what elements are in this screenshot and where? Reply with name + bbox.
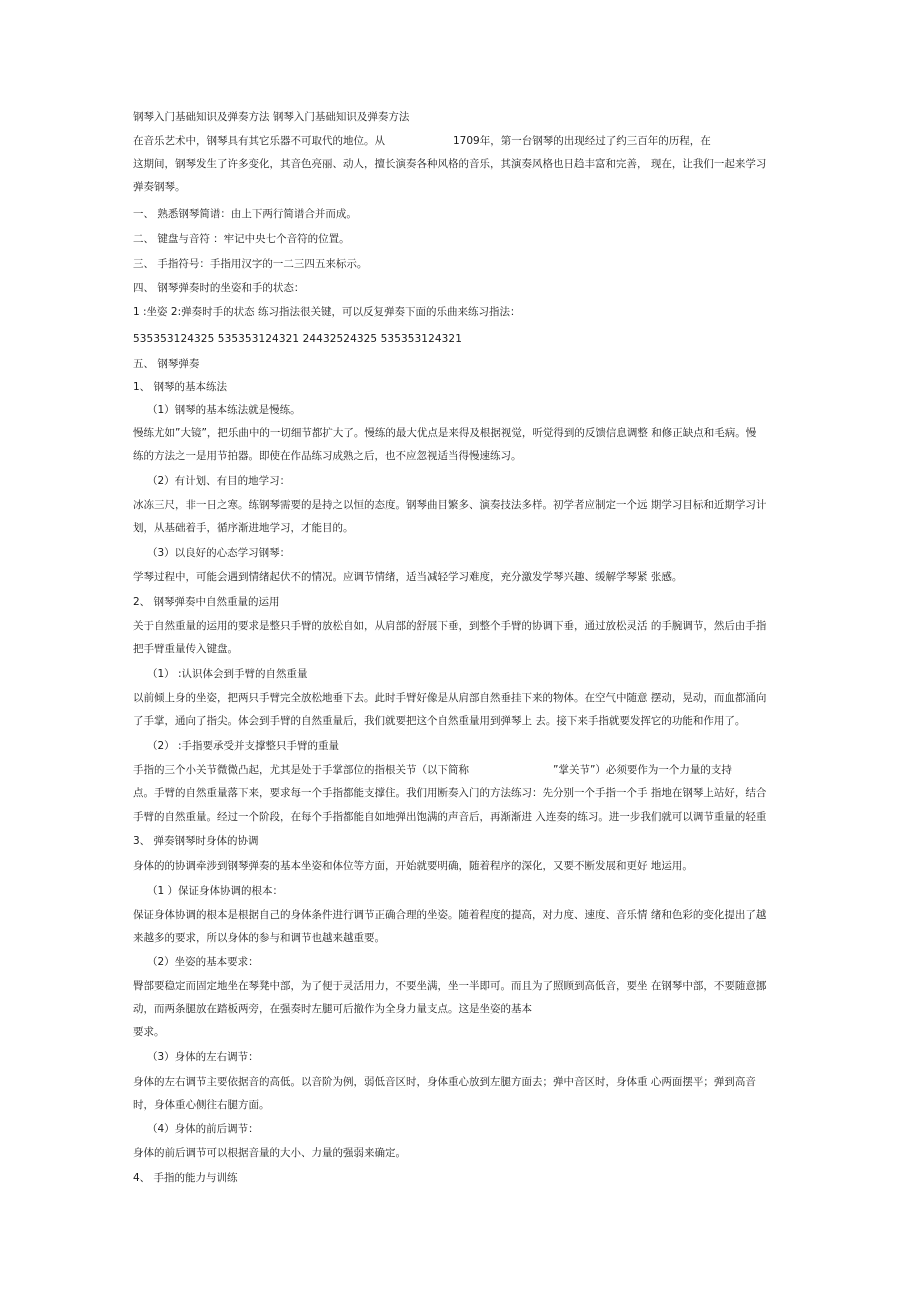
para-1-2a: 冰冻三尺，非一日之寒。练钢琴需要的是持之以恒的态度。钢琴曲目繁多、演奏技法多样。初学者应制定一个远 期学习目标和近期学习计	[133, 499, 767, 511]
section-4-detail: 1 :坐姿 2:弹奏时手的状态 练习指法很关键，可以反复弹奏下面的乐曲来练习指法：	[133, 306, 521, 318]
para-3-1b: 来越多的要求，所以身体的参与和调节也越来越重要。	[133, 932, 385, 944]
para-3-4a: 身体的前后调节可以根据音量的大小、力量的强弱来确定。	[133, 1147, 406, 1159]
para-1-3a: 学琴过程中，可能会遇到情绪起伏不的情况。应调节情绪，适当减轻学习难度，充分激发学琴兴趣、缓解学琴紧 张感。	[133, 571, 683, 583]
item-3-3: （3）身体的左右调节：	[147, 1051, 259, 1063]
para-3-3b: 时，身体重心侧往右腿方面。	[133, 1099, 270, 1111]
para-1-1b: 练的方法之一是用节拍器。即使在作品练习成熟之后，也不应忽视适当得慢速练习。	[133, 450, 522, 462]
item-3-2: （2）坐姿的基本要求：	[147, 956, 259, 968]
para-2-2c: 手臂的自然重量。经过一个阶段，在每个手指都能自如地弹出饱满的声音后，再渐渐进 入连奏的练习。进一步我们就可以调节重量的轻重	[133, 811, 767, 823]
para-2-2a	[133, 763, 783, 777]
para-2-2a-part2: ”掌关节”）必须要作为一个力量的支持	[553, 764, 732, 776]
item-1-2: （2）有计划、有目的地学习：	[147, 475, 291, 487]
section-2: 二、 键盘与音符 ：牢记中央七个音符的位置。	[133, 233, 350, 245]
intro-line-3: 弹奏钢琴。	[133, 181, 186, 193]
para-3-2b: 动，而两条腿放在踏板两旁，在强奏时左腿可后撤作为全身力量支点。这是坐姿的基本	[133, 1003, 532, 1015]
subsection-3: 3、 弹奏钢琴时身体的协调	[133, 835, 259, 847]
subsection-1: 1、 钢琴的基本练法	[133, 381, 228, 393]
para-2-2a-part1: 手指的三个小关节微微凸起，尤其是处于手掌部位的指根关节（以下简称	[133, 764, 469, 776]
para-1-2b: 划，从基础着手，循序渐进地学习，才能目的。	[133, 522, 354, 534]
item-3-1: （1 ）保证身体协调的根本：	[147, 885, 284, 897]
item-1-3: （3）以良好的心态学习钢琴：	[147, 547, 291, 559]
item-3-4: （4）身体的前后调节：	[147, 1123, 259, 1135]
section-5: 五、 钢琴弹奏	[133, 358, 200, 370]
intro-line-2: 这期间，钢琴发生了许多变化，其音色亮丽、动人，擅长演奏各种风格的音乐，其演奏风格也日趋丰富和完善， 现在，让我们一起来学习	[133, 158, 767, 170]
subsection-4: 4、 手指的能力与训练	[133, 1172, 238, 1184]
section-1: 一、 熟悉钢琴简谱：由上下两行简谱合并而成。	[133, 208, 357, 220]
item-2-1: （1） :认识体会到手臂的自然重量	[147, 668, 308, 680]
subsection-2: 2、 钢琴弹奏中自然重量的运用	[133, 596, 280, 608]
intro-line-1	[133, 134, 783, 148]
section-3: 三、 手指符号：手指用汉字的一二三四五来标示。	[133, 258, 368, 270]
para-2-1b: 了手掌，通向了指尖。体会到手臂的自然重量后，我们就要把这个自然重量用到弹琴上 去。接下来手指就要发挥它的功能和作用了。	[133, 715, 746, 727]
para-3a: 身体的的协调牵涉到钢琴弹奏的基本坐姿和体位等方面，开始就要明确，随着程序的深化，又要不断发展和更好 地运用。	[133, 860, 693, 872]
para-2b: 把手臂重量传入键盘。	[133, 643, 238, 655]
section-4: 四、 钢琴弹奏时的坐姿和手的状态：	[133, 282, 305, 294]
practice-numbers: 535353124325 535353124321 24432524325 535353124321	[133, 333, 462, 345]
para-3-3a: 身体的左右调节主要依据音的高低。以音阶为例，弱低音区时，身体重心放到左腿方面去；弹中音区时，身体重 心两面摆平；弹到高音	[133, 1076, 756, 1088]
intro-line-1a: 在音乐艺术中，钢琴具有其它乐器不可取代的地位。从	[133, 135, 385, 147]
para-2a: 关于自然重量的运用的要求是整只手臂的放松自如，从肩部的舒展下垂，到整个手臂的协调下垂，通过放松灵活 的手腕调节，然后由手指	[133, 620, 767, 632]
para-1-1a: 慢练尤如”大镜”，把乐曲中的一切细节都扩大了。慢练的最大优点是来得及根据视觉，听觉得到的反馈信息调整 和修正缺点和毛病。慢	[133, 427, 757, 439]
para-2-2b: 点。手臂的自然重量落下来，要求每一个手指都能支撑住。我们用断奏入门的方法练习：先分别一个手指一个手 指地在钢琴上站好，结合	[133, 787, 767, 799]
para-3-2c: 要求。	[133, 1026, 165, 1038]
item-1-1: （1）钢琴的基本练法就是慢练。	[147, 404, 301, 416]
para-3-1a: 保证身体协调的根本是根据自己的身体条件进行调节正确合理的坐姿。随着程度的提高，对力度、速度、音乐情 绪和色彩的变化提出了越	[133, 909, 767, 921]
para-3-2a: 臀部要稳定而固定地坐在琴凳中部，为了便于灵活用力，不要坐满，坐一半即可。而且为了照顾到高低音，要坐 在钢琴中部，不要随意挪	[133, 980, 767, 992]
para-2-1a: 以前倾上身的坐姿，把两只手臂完全放松地垂下去。此时手臂好像是从肩部自然垂挂下来的物体。在空气中随意 摆动，晃动，而血都涌向	[133, 692, 767, 704]
doc-title: 钢琴入门基础知识及弹奏方法 钢琴入门基础知识及弹奏方法	[133, 111, 410, 123]
item-2-2: （2） :手指要承受并支撑整只手臂的重量	[147, 740, 340, 752]
intro-line-1b: 1709年，第一台钢琴的出现经过了约三百年的历程，在	[453, 135, 711, 147]
